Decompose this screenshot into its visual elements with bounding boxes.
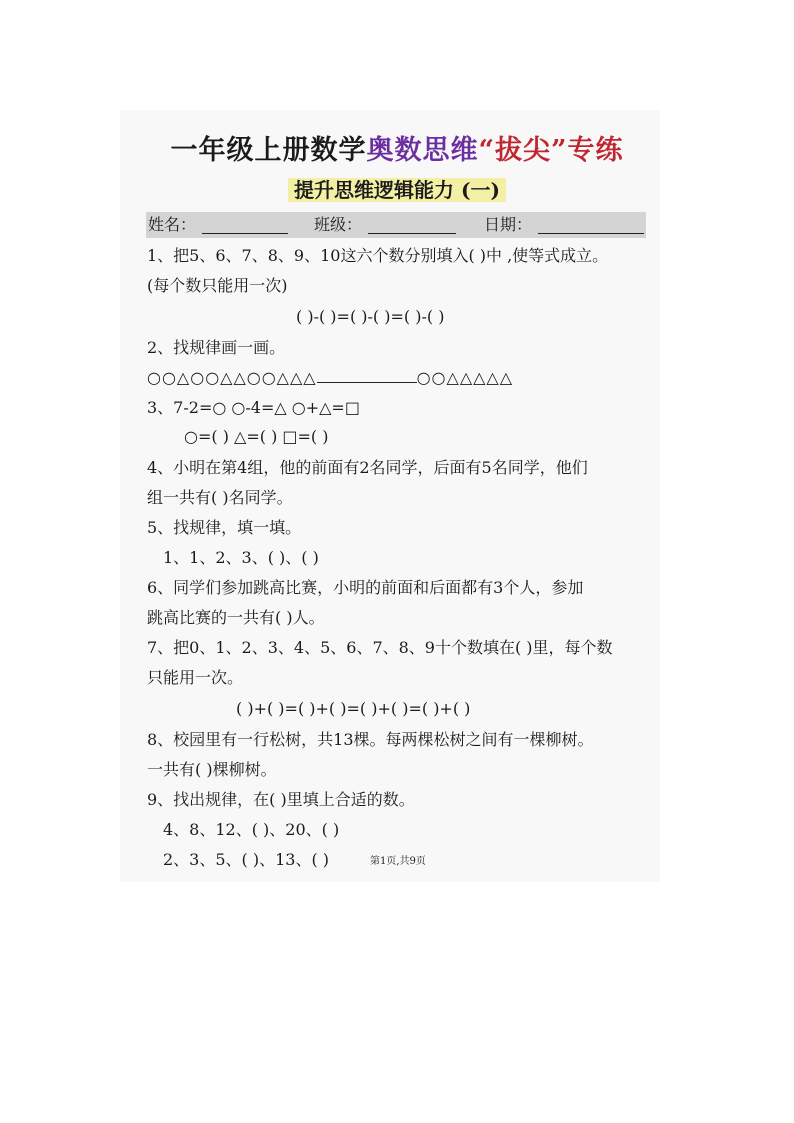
question-6-text: 6、同学们参加跳高比赛，小明的前面和后面都有3个人，参加: [147, 578, 584, 597]
question-7-equation: ( )+( )=( )+( )=( )+( )=( )+( ): [236, 699, 471, 718]
name-field[interactable]: [202, 233, 288, 234]
question-8-text: 8、校园里有一行松树，共13棵。每两棵松树之间有一棵柳树。: [147, 730, 594, 749]
question-3-answers: ○=( ) △=( ) □=( ): [184, 427, 329, 446]
question-1-note: (每个数只能用一次): [147, 276, 288, 295]
question-9-text: 9、找出规律，在( )里填上合适的数。: [147, 790, 415, 809]
title-part-3: “拔尖”专练: [478, 135, 624, 166]
pattern-left: ○○△○○△△○○△△△: [147, 368, 317, 387]
question-7-text-cont: 只能用一次。: [147, 668, 244, 687]
date-label: 日期：: [484, 215, 533, 234]
question-2-text: 2、找规律画一画。: [147, 338, 286, 357]
page-subtitle: [0, 174, 794, 203]
title-part-2: 奥数思维: [366, 135, 479, 166]
pattern-right: ○○△△△△△: [416, 368, 514, 387]
question-4-text-cont: 组一共有( )名同学。: [147, 488, 293, 507]
name-label: 姓名：: [148, 215, 197, 234]
question-9-sequence-1: 4、8、12、( )、20、( ): [163, 820, 340, 839]
page-number: 第1页,共9页: [370, 856, 426, 867]
pattern-blank[interactable]: [317, 368, 417, 383]
question-5-text: 5、找规律，填一填。: [147, 518, 302, 537]
class-field[interactable]: [368, 233, 456, 234]
question-8-text-cont: 一共有( )棵柳树。: [147, 760, 277, 779]
title-part-1: 一年级上册数学: [170, 135, 367, 166]
question-3-text: 3、7-2=○ ○-4=△ ○+△=□: [147, 398, 360, 417]
page-title: [0, 128, 794, 167]
question-5-sequence: 1、1、2、3、( )、( ): [163, 548, 319, 567]
subtitle-text: 提升思维逻辑能力 (一): [288, 178, 506, 202]
question-4-text: 4、小明在第4组，他的前面有2名同学，后面有5名同学，他们: [147, 458, 588, 477]
question-9-sequence-2: 2、3、5、( )、13、( ): [163, 850, 330, 869]
question-1-text: 1、把5、6、7、8、9、10这六个数分别填入( )中 ,使等式成立。: [147, 246, 609, 265]
question-7-text: 7、把0、1、2、3、4、5、6、7、8、9十个数填在( )里，每个数: [147, 638, 613, 657]
student-info-bar: [146, 212, 646, 238]
date-field[interactable]: [538, 233, 644, 234]
class-label: 班级：: [314, 215, 363, 234]
question-6-text-cont: 跳高比赛的一共有( )人。: [147, 608, 325, 627]
question-1-equation: ( )-( )=( )-( )=( )-( ): [296, 307, 445, 326]
question-2-pattern: [147, 368, 513, 388]
